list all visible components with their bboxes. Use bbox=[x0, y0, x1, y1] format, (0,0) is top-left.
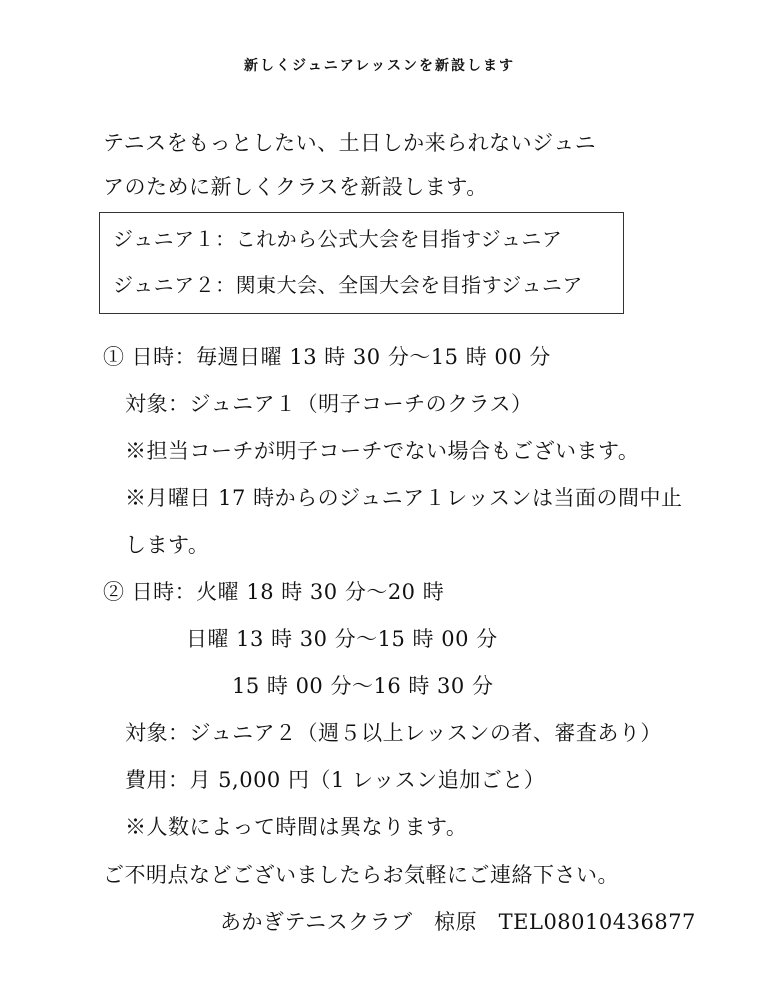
section1-note-coach: ※担当コーチが明子コーチでない場合もございます。 bbox=[125, 439, 640, 463]
section2-fee: 費用：月 5,000 円（1 レッスン追加ごと） bbox=[125, 768, 546, 792]
junior-classes-box bbox=[99, 212, 624, 314]
intro-line-1: テニスをもっとしたい、土日しか来られないジュニ bbox=[103, 131, 597, 155]
section1-target: 対象：ジュニア１（明子コーチのクラス） bbox=[125, 392, 533, 416]
page-title: 新しくジュニアレッスンを新設します bbox=[243, 58, 516, 74]
section1-note-monday-line2: します。 bbox=[125, 533, 210, 557]
closing-message: ご不明点などございましたらお気軽にご連絡下さい。 bbox=[103, 863, 619, 887]
junior1-description: ジュニア１：これから公式大会を目指すジュニア bbox=[113, 227, 563, 251]
section1-note-monday-line1: ※月曜日 17 時からのジュニア１レッスンは当面の間中止 bbox=[125, 486, 683, 510]
section2-datetime: ② 日時：火曜 18 時 30 分～20 時 bbox=[103, 580, 445, 604]
junior2-description: ジュニア２：関東大会、全国大会を目指すジュニア bbox=[113, 273, 583, 297]
section2-time-sunday-2: 15 時 00 分～16 時 30 分 bbox=[232, 674, 494, 698]
section2-note: ※人数によって時間は異なります。 bbox=[125, 815, 468, 839]
contact-info: あかぎテニスクラブ 椋原 TEL08010436877 bbox=[220, 910, 696, 934]
section2-target: 対象：ジュニア２（週５以上レッスンの者、審査あり） bbox=[125, 721, 662, 745]
section1-datetime: ① 日時：毎週日曜 13 時 30 分～15 時 00 分 bbox=[103, 345, 551, 369]
section2-time-sunday-1: 日曜 13 時 30 分～15 時 00 分 bbox=[186, 627, 498, 651]
intro-line-2: アのために新しくクラスを新設します。 bbox=[103, 175, 488, 199]
